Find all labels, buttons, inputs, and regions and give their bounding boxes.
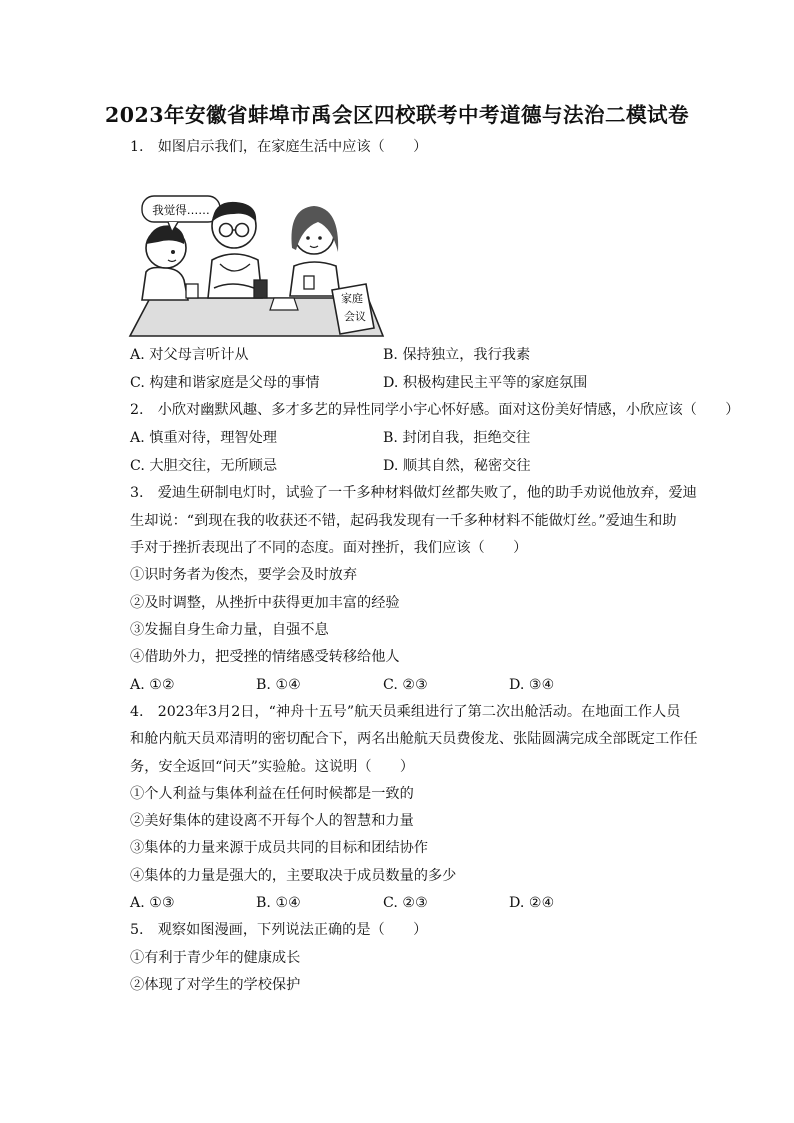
q4-item-3: ③集体的力量来源于成员共同的目标和团结协作 (130, 840, 428, 856)
q3-item-4: ④借助外力，把受挫的情绪感受转移给他人 (130, 649, 400, 665)
q4-line-2: 和舱内航天员邓清明的密切配合下，两名出舱航天员费俊龙、张陆圆满完成全部既定工作任 (130, 731, 698, 747)
q3-line-1: 3. 爱迪生研制电灯时，试验了一千多种材料做灯丝都失败了，他的助手劝说他放弃，爱迪 (130, 485, 697, 501)
q2-option-c: C. 大胆交往，无所顾忌 (130, 458, 278, 474)
q5-stem: 5. 观察如图漫画，下列说法正确的是（ ） (130, 922, 428, 938)
q3-line-3: 手对于挫折表现出了不同的态度。面对挫折，我们应该（ ） (130, 540, 528, 556)
q3-option-a: A. ①② (130, 677, 175, 693)
q3-line-2: 生却说：“到现在我的收获还不错，起码我发现有一千多种材料不能做灯丝。”爱迪生和助 (130, 513, 677, 529)
family-meeting-illustration (128, 188, 390, 338)
q4-option-d: D. ②④ (509, 895, 555, 911)
q1-option-c: C. 构建和谐家庭是父母的事情 (130, 375, 320, 391)
q4-option-c: C. ②③ (383, 895, 428, 911)
q4-item-4: ④集体的力量是强大的，主要取决于成员数量的多少 (130, 868, 457, 884)
q2-option-b: B. 封闭自我，拒绝交往 (383, 430, 531, 446)
q4-item-2: ②美好集体的建设离不开每个人的智慧和力量 (130, 813, 414, 829)
exam-title: 2023年安徽省蚌埠市禹会区四校联考中考道德与法治二模试卷 (104, 103, 690, 127)
q2-stem: 2. 小欣对幽默风趣、多才多艺的异性同学小宇心怀好感。面对这份美好情感，小欣应该（ ） (130, 402, 740, 418)
q4-option-a: A. ①③ (130, 895, 175, 911)
q3-option-d: D. ③④ (509, 677, 555, 693)
q1-option-a: A. 对父母言听计从 (130, 347, 249, 363)
q5-item-2: ②体现了对学生的学校保护 (130, 977, 301, 993)
q4-item-1: ①个人利益与集体利益在任何时候都是一致的 (130, 786, 414, 802)
q1-option-d: D. 积极构建民主平等的家庭氛围 (383, 375, 588, 391)
q3-item-2: ②及时调整，从挫折中获得更加丰富的经验 (130, 595, 400, 611)
sign-line1: 家庭 (341, 292, 363, 305)
q2-option-a: A. 慎重对待，理智处理 (130, 430, 277, 446)
q2-option-d: D. 顺其自然，秘密交往 (383, 458, 531, 474)
q1-option-b: B. 保持独立，我行我素 (383, 347, 531, 363)
speech-bubble-text: 我觉得…… (152, 203, 210, 217)
q1-stem: 1. 如图启示我们，在家庭生活中应该（ ） (130, 139, 428, 155)
q3-option-b: B. ①④ (256, 677, 301, 693)
q4-option-b: B. ①④ (256, 895, 301, 911)
q4-line-3: 务，安全返回“问天”实验舱。这说明（ ） (130, 759, 415, 775)
q3-item-3: ③发掘自身生命力量，自强不息 (130, 622, 329, 638)
q3-option-c: C. ②③ (383, 677, 428, 693)
q3-item-1: ①识时务者为俊杰，要学会及时放弃 (130, 567, 358, 583)
q5-item-1: ①有利于青少年的健康成长 (130, 950, 301, 966)
q4-line-1: 4. 2023年3月2日，“神舟十五号”航天员乘组进行了第二次出舱活动。在地面工作人员 (130, 704, 681, 720)
sign-line2: 会议 (344, 310, 366, 323)
